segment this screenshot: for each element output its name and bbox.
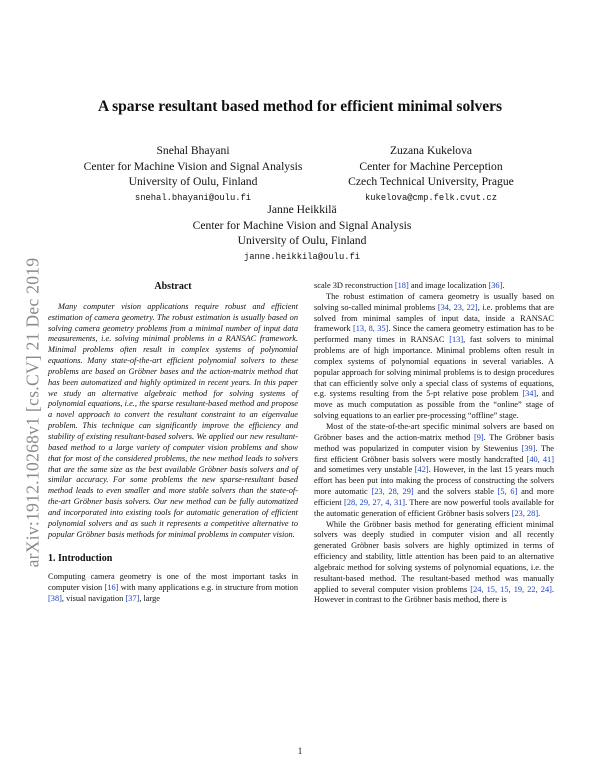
- citation-link[interactable]: [13]: [449, 335, 464, 345]
- paper-title: A sparse resultant based method for efficient minimal solvers: [97, 98, 503, 115]
- continued-paragraph: scale 3D reconstruction [18] and image localization [36].: [314, 281, 505, 290]
- citation-link[interactable]: [36]: [488, 281, 503, 290]
- citation-link[interactable]: [34, 23, 22]: [437, 302, 478, 312]
- paragraph-grobner-solvers: Most of the state-of-the-art specific minimal solvers are based on Gröbner bases and the action-matrix method [9]. The Gröbner basis method was popularized in computer vision by Stewenius [39]. The first efficient Gröbner basis solvers were mostly handcrafted [40, 41] and sometimes very unstable [42]. However, in the last 15 years much effort has been put into making the process of constructing the solvers more automatic [23, 28, 29] and the solvers stable [5, 6] and more efficient [28, 29, 27, 4, 31]. There are now powerful tools available for the automatic generation of efficient Gröbner basis solvers [23, 28].: [314, 421, 555, 518]
- abstract-heading: Abstract: [154, 281, 192, 292]
- intro-paragraph: Computing camera geometry is one of the most important tasks in computer vision [16] with many applications e.g. in structure from motion [38], visual navigation [37], large: [48, 572, 298, 603]
- abstract-text: Many computer vision applications require robust and efficient estimation of camera geometry. The robust estimation is usually based on solving camera geometry problems from a minimal number of input data measurements, i.e. solving minimal problems in a RANSAC framework. Minimal problems often result in complex systems of polynomial equations. Many state-of-the-art efficient polynomial solvers to these problems are based on Gröbner bases and the action-matrix method that has been automatized and highly optimized in recent years. In this paper we study an alternative algebraic method for solving systems of polynomial equations, i.e., the sparse resultant-based method and propose a novel approach to convert the resultant constraint to an eigenvalue problem. This technique can significantly improve the efficiency and stability of existing resultant-based solvers. We applied our new resultant-based method to a large variety of computer vision problems and show that for most of the considered problems, the new method leads to solvers that are the same size as the best available Gröbner basis solvers and of similar accuracy. For some problems the new sparse-resultant based method leads to even smaller and more stable solvers than the state-of-the-art Gröbner basis solvers. Our new method can be fully automatized and incorporated into existing tools for automatic generation of efficient polynomial solvers and as such it represents a competitive alternative to popular Gröbner basis methods for minimal problems in computer vision.: [48, 301, 298, 539]
- paragraph-resultant-method: While the Gröbner basis method for generating efficient minimal solvers was deeply studied in computer vision and all recently generated Gröbner basis solvers are highly optimized in terms of efficiency and stability, little attention has been paid to an alternative algebraic method for solving systems of polynomial equations, i.e. the resultant-based method. The resultant-based method was manually applied to several computer vision problems [24, 15, 15, 19, 22, 24]. However in contrast to the Gröbner basis method, there is: [314, 519, 554, 605]
- author-email[interactable]: janne.heikkila@oulu.fi: [243, 251, 361, 262]
- author-name: Zuzana Kukelova: [389, 144, 473, 157]
- citation-link[interactable]: [5, 6]: [497, 487, 518, 497]
- author-affiliation: Center for Machine Perception: [359, 159, 503, 173]
- arxiv-identifier: [18, 212, 48, 612]
- author-block-2: [300, 143, 562, 207]
- citation-link[interactable]: [23, 28]: [511, 508, 539, 518]
- author-institution: Czech Technical University, Prague: [348, 175, 514, 188]
- citation-link[interactable]: [39]: [521, 443, 536, 453]
- author-block-1: [62, 143, 324, 207]
- author-email[interactable]: kukelova@cmp.felk.cvut.cz: [365, 192, 497, 203]
- citation-link[interactable]: [28, 29, 27, 4, 31]: [344, 497, 406, 507]
- citation-link[interactable]: [34]: [522, 389, 537, 399]
- citation-link[interactable]: [40, 41]: [526, 454, 555, 464]
- author-institution: University of Oulu, Finland: [237, 234, 367, 247]
- author-block-3: [152, 202, 452, 266]
- page-number: 1: [297, 746, 303, 756]
- citation-link[interactable]: [18]: [394, 281, 409, 290]
- citation-link[interactable]: [13, 8, 35]: [352, 324, 389, 334]
- author-email[interactable]: snehal.bhayani@oulu.fi: [134, 192, 252, 203]
- citation-link[interactable]: [42]: [414, 465, 429, 475]
- citation-link[interactable]: [24, 15, 15, 19, 22, 24]: [470, 584, 552, 594]
- citation-link[interactable]: [38]: [48, 593, 62, 603]
- arxiv-identifier-text: arXiv:1912.10268v1 [cs.CV] 21 Dec 2019: [22, 257, 43, 567]
- author-name: Janne Heikkilä: [267, 203, 337, 216]
- citation-link[interactable]: [9]: [473, 432, 484, 442]
- citation-link[interactable]: [23, 28, 29]: [371, 487, 414, 497]
- author-name: Snehal Bhayani: [156, 144, 230, 157]
- author-affiliation: Center for Machine Vision and Signal Analysis: [192, 218, 412, 232]
- citation-link[interactable]: [37]: [125, 593, 140, 603]
- author-institution: University of Oulu, Finland: [128, 175, 258, 188]
- right-column: [314, 281, 554, 606]
- section-heading-introduction: 1. Introduction: [48, 553, 113, 565]
- author-affiliation: Center for Machine Vision and Signal Analysis: [83, 159, 303, 173]
- paragraph-robust-estimation: The robust estimation of camera geometry is usually based on solving so-called minimal problems [34, 23, 22], i.e. problems that are solved from minimal samples of input data, inside a RANSAC framework [13, 8, 35]. Since the camera geometry estimation has to be performed many times in RANSAC [13], fast solvers to minimal problems are of high importance. Minimal problems often result in complex systems of polynomial equations in several variables. A popular approach for solving minimal problems is to design procedures that can efficiently solve only a special class of systems of equations, e.g. systems resulting from the 5-pt relative pose problem [34], and move as much computation as possible from the “online” stage of solving equations to an earlier pre-processing “offline” stage.: [314, 291, 554, 421]
- left-column: [48, 282, 298, 605]
- citation-link[interactable]: [16]: [104, 583, 119, 593]
